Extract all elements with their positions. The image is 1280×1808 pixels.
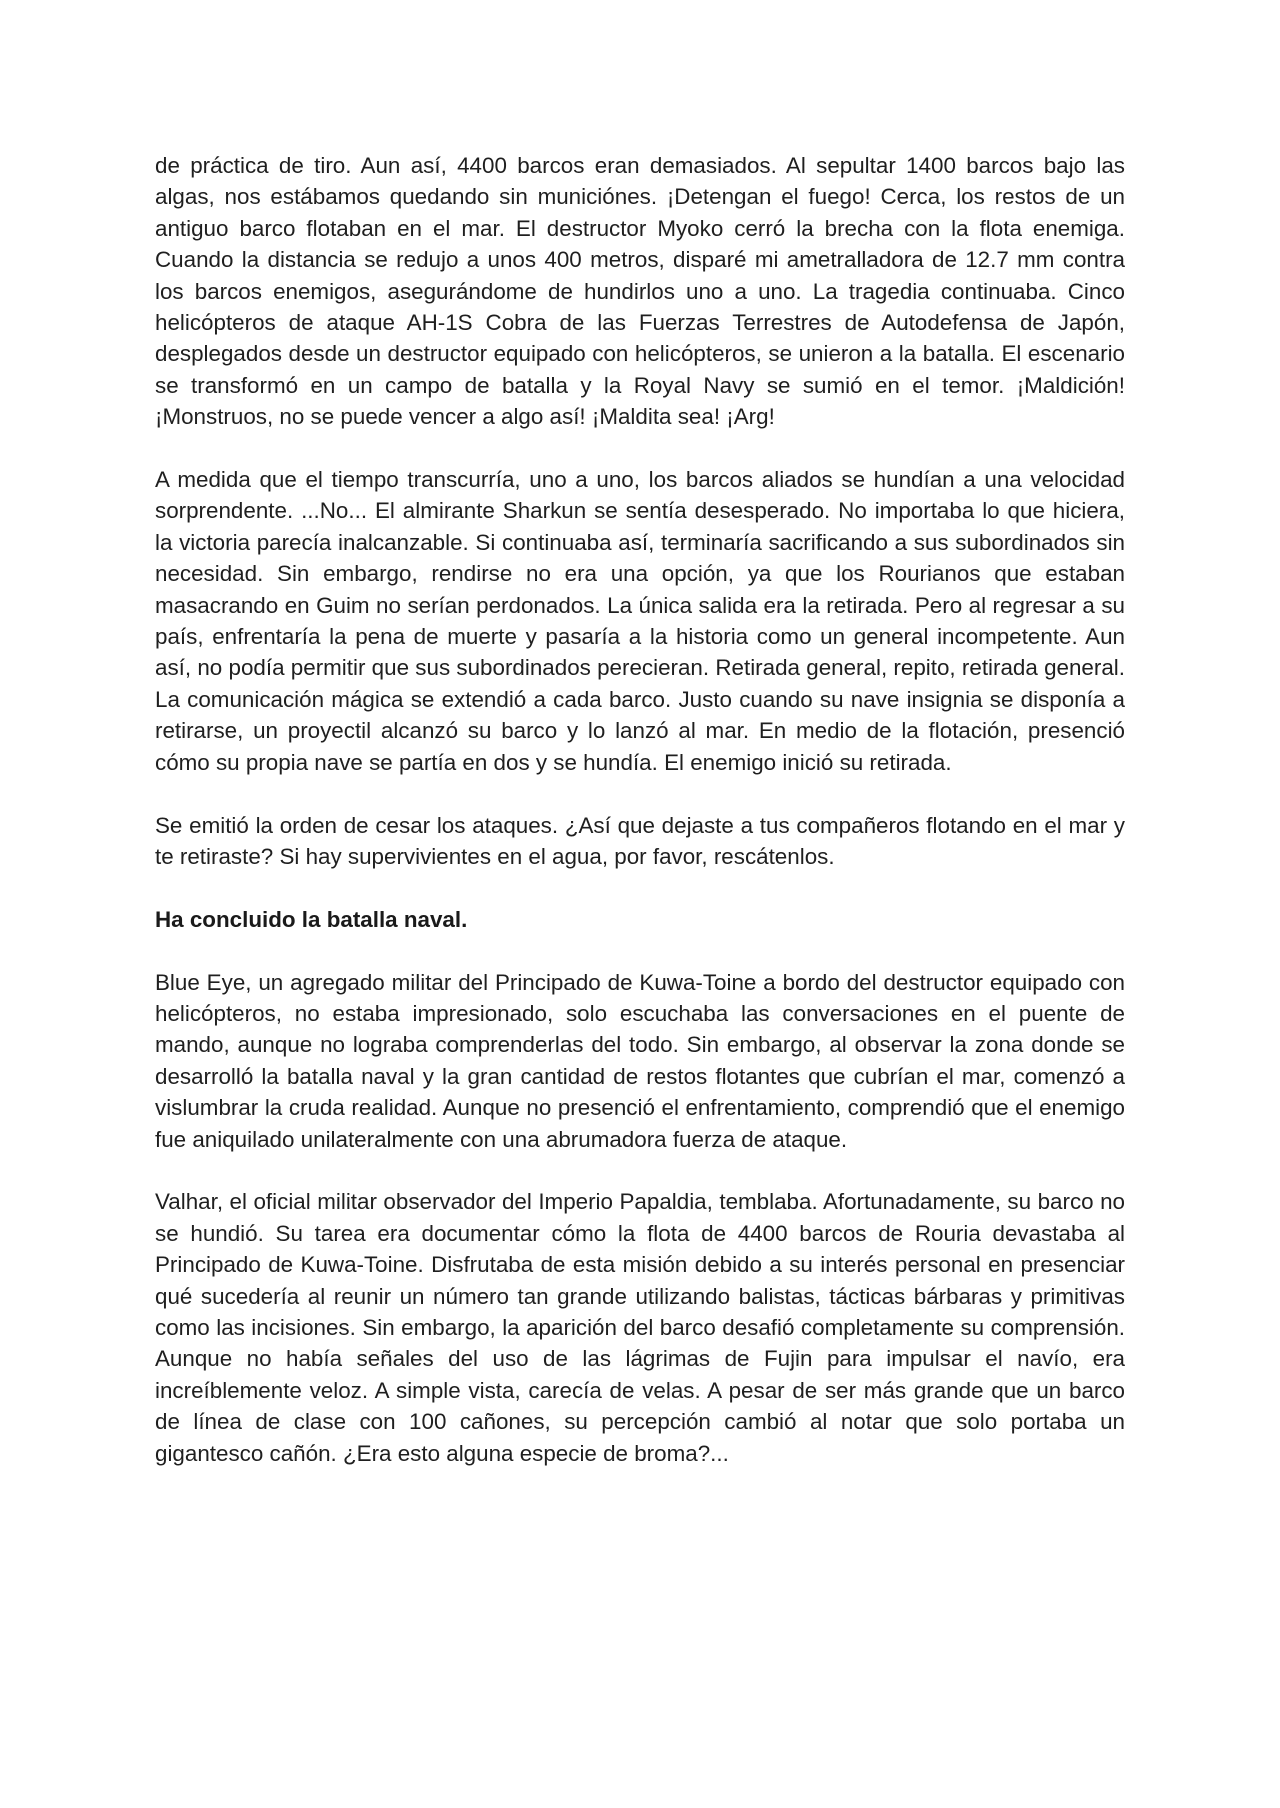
paragraph-1: de práctica de tiro. Aun así, 4400 barcos eran demasiados. Al sepultar 1400 barcos bajo las algas, nos estábamos quedando sin municiónes. ¡Detengan el fuego! Cerca, los restos de un antiguo barco flotaban en el mar. El destructor Myoko cerró la brecha con la flota enemiga. Cuando la distancia se redujo a unos 400 metros, disparé mi ametralladora de 12.7 mm contra los barcos enemigos, asegurándome de hundirlos uno a uno. La tragedia continuaba. Cinco helicópteros de ataque AH-1S Cobra de las Fuerzas Terrestres de Autodefensa de Japón, desplegados desde un destructor equipado con helicópteros, se unieron a la batalla. El escenario se transformó en un campo de batalla y la Royal Navy se sumió en el temor. ¡Maldición! ¡Monstruos, no se puede vencer a algo así! ¡Maldita sea! ¡Arg!	[155, 153, 1125, 430]
paragraph-2: A medida que el tiempo transcurría, uno a uno, los barcos aliados se hundían a una velocidad sorprendente. ...No... El almirante Sharkun se sentía desesperado. No importaba lo que hiciera, la victoria parecía inalcanzable. Si continuaba así, terminaría sacrificando a sus subordinados sin necesidad. Sin embargo, rendirse no era una opción, ya que los Rourianos que estaban masacrando en Guim no serían perdonados. La única salida era la retirada. Pero al regresar a su país, enfrentaría la pena de muerte y pasaría a la historia como un general incompetente. Aun así, no podía permitir que sus subordinados perecieran. Retirada general, repito, retirada general. La comunicación mágica se extendió a cada barco. Justo cuando su nave insignia se disponía a retirarse, un proyectil alcanzó su barco y lo lanzó al mar. En medio de la flotación, presenció cómo su propia nave se partía en dos y se hundía. El enemigo inició su retirada.	[155, 467, 1125, 775]
paragraph-5: Valhar, el oficial militar observador del Imperio Papaldia, temblaba. Afortunadamente, su barco no se hundió. Su tarea era documentar cómo la flota de 4400 barcos de Rouria devastaba al Principado de Kuwa-Toine. Disfrutaba de esta misión debido a su interés personal en presenciar qué sucedería al reunir un número tan grande utilizando balistas, tácticas bárbaras y primitivas como las incisiones. Sin embargo, la aparición del barco desafió completamente su comprensión. Aunque no había señales del uso de las lágrimas de Fujin para impulsar el navío, era increíblemente veloz. A simple vista, carecía de velas. A pesar de ser más grande que un barco de línea de clase con 100 cañones, su percepción cambió al notar que solo portaba un gigantesco cañón. ¿Era esto alguna especie de broma?...	[155, 1189, 1125, 1466]
document-page	[155, 150, 1125, 1500]
paragraph-4: Blue Eye, un agregado militar del Principado de Kuwa-Toine a bordo del destructor equipado con helicópteros, no estaba impresionado, solo escuchaba las conversaciones en el puente de mando, aunque no lograba comprenderlas del todo. Sin embargo, al observar la zona donde se desarrolló la batalla naval y la gran cantidad de restos flotantes que cubrían el mar, comenzó a vislumbrar la cruda realidad. Aunque no presenció el enfrentamiento, comprendió que el enemigo fue aniquilado unilateralmente con una abrumadora fuerza de ataque.	[155, 969, 1125, 1152]
section-heading: Ha concluido la batalla naval.	[155, 906, 468, 932]
paragraph-3: Se emitió la orden de cesar los ataques. ¿Así que dejaste a tus compañeros flotando en el mar y te retiraste? Si hay supervivientes en el agua, por favor, rescátenlos.	[155, 812, 1125, 869]
